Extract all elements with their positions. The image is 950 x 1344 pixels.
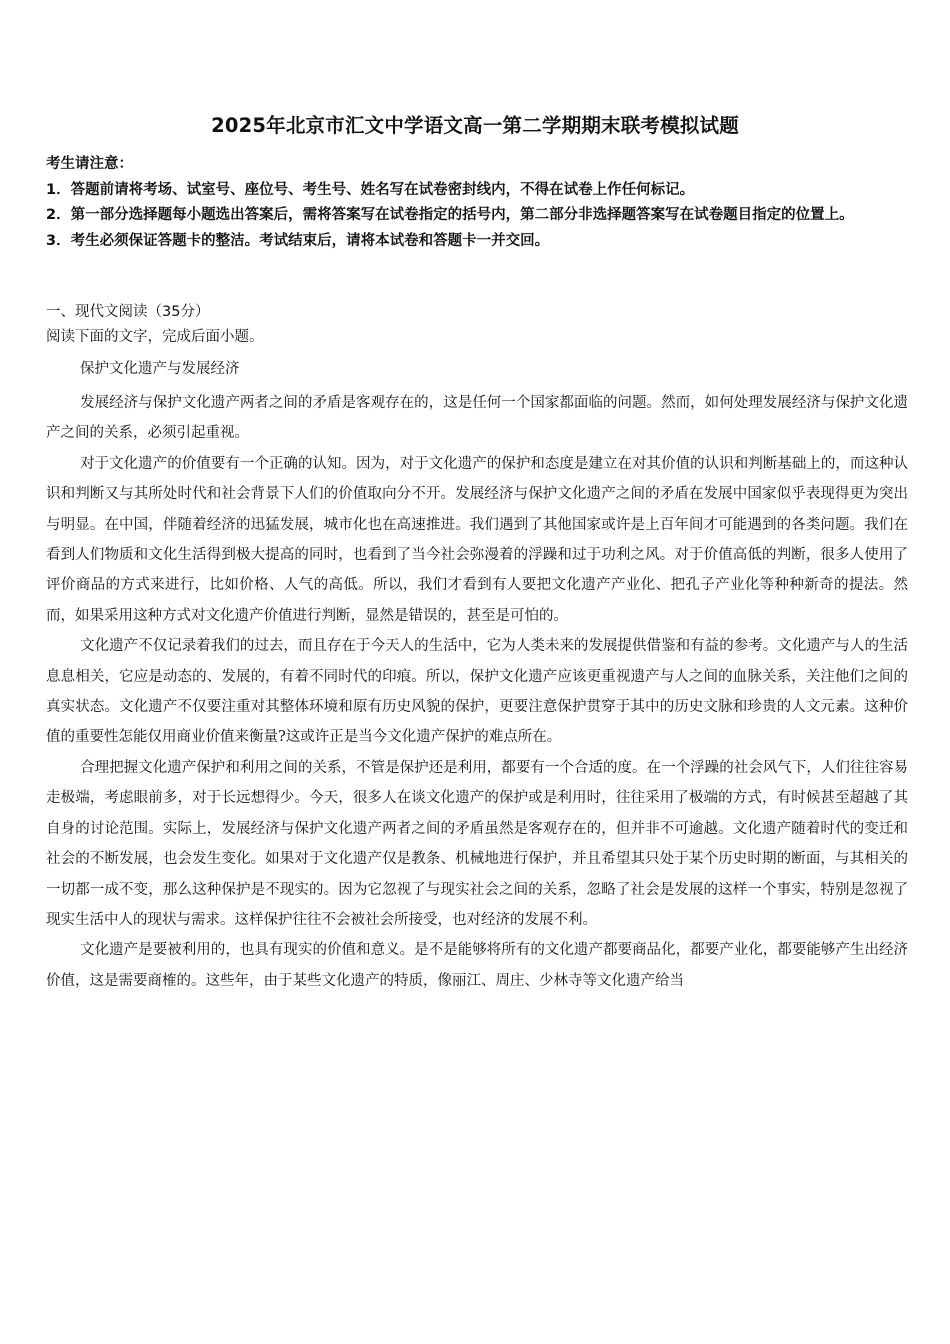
section-heading: 一、现代文阅读（35分） <box>46 304 210 320</box>
article-paragraph-1: 发展经济与保护文化遗产两者之间的矛盾是客观存在的，这是任何一个国家都面临的问题。然而，如何处理发展经济与保护文化遗产之间的关系，必须引起重视。 <box>46 395 908 442</box>
candidate-notice <box>46 152 906 254</box>
notice-item-1: 1．答题前请将考场、试室号、座位号、考生号、姓名写在试卷密封线内，不得在试卷上作任何标记。 <box>46 181 695 198</box>
reading-instruction: 阅读下面的文字，完成后面小题。 <box>46 329 264 345</box>
notice-item-2: 2．第一部分选择题每小题选出答案后，需将答案写在试卷指定的括号内，第二部分非选择题答案写在试卷题目指定的位置上。 <box>46 207 854 223</box>
notice-heading: 考生请注意： <box>46 156 133 172</box>
article-paragraph-2: 对于文化遗产的价值要有一个正确的认知。因为，对于文化遗产的保护和态度是建立在对其价值的认识和判断基础上的，而这种认识和判断又与其所处时代和社会背景下人们的价值取向分不开。发展经济与保护文化遗产之间的矛盾在发展中国家似乎表现得更为突出与明显。在中国，伴随着经济的迅猛发展，城市化也在高速推进。我们遇到了其他国家或许是上百年间才可能遇到的各类问题。我们在看到人们物质和文化生活得到极大提高的同时，也看到了当今社会弥漫着的浮躁和过于功利之风。对于价值高低的判断，很多人使用了评价商品的方式来进行，比如价格、人气的高低。所以，我们才看到有人要把文化遗产产业化、把孔子产业化等种种新奇的提法。然而，如果采用这种方式对文化遗产价值进行判断，显然是错误的，甚至是可怕的。 <box>46 455 908 624</box>
notice-item-3: 3．考生必须保证答题卡的整洁。考试结束后，请将本试卷和答题卡一并交回。 <box>46 232 550 249</box>
exam-title: 2025年北京市汇文中学语文高一第二学期期末联考模拟试题 <box>211 114 739 137</box>
article-title: 保护文化遗产与发展经济 <box>80 361 240 377</box>
article-body <box>46 388 908 996</box>
article-paragraph-3: 文化遗产不仅记录着我们的过去，而且存在于今天人的生活中，它为人类未来的发展提供借鉴和有益的参考。文化遗产与人的生活息息相关，它应是动态的、发展的，有着不同时代的印痕。所以，保护文化遗产应该更重视遗产与人之间的血脉关系，关注他们之间的真实状态。文化遗产不仅要注重对其整体环境和原有历史风貌的保护，更要注意保护贯穿于其中的历史文脉和珍贵的人文元素。这种价值的重要性怎能仅用商业价值来衡量?这或许正是当今文化遗产保护的难点所在。 <box>46 638 908 746</box>
article-paragraph-4: 合理把握文化遗产保护和利用之间的关系，不管是保护还是利用，都要有一个合适的度。在一个浮躁的社会风气下，人们往往容易走极端，考虑眼前多，对于长远想得少。今天，很多人在谈文化遗产的保护或是利用时，往往采用了极端的方式，有时候甚至超越了其自身的讨论范围。实际上，发展经济与保护文化遗产两者之间的矛盾虽然是客观存在的，但并非不可逾越。文化遗产随着时代的变迁和社会的不断发展，也会发生变化。如果对于文化遗产仅是教条、机械地进行保护，并且希望其只处于某个历史时期的断面，与其相关的一切都一成不变，那么这种保护是不现实的。因为它忽视了与现实社会之间的关系，忽略了社会是发展的这样一个事实，特别是忽视了现实生活中人的现状与需求。这样保护往往不会被社会所接受，也对经济的发展不利。 <box>46 759 908 928</box>
article-paragraph-5: 文化遗产是要被利用的，也具有现实的价值和意义。是不是能够将所有的文化遗产都要商品化，都要产业化，都要能够产生出经济价值，这是需要商榷的。这些年，由于某些文化遗产的特质，像丽江、周庄、少林寺等文化遗产给当 <box>46 942 908 989</box>
